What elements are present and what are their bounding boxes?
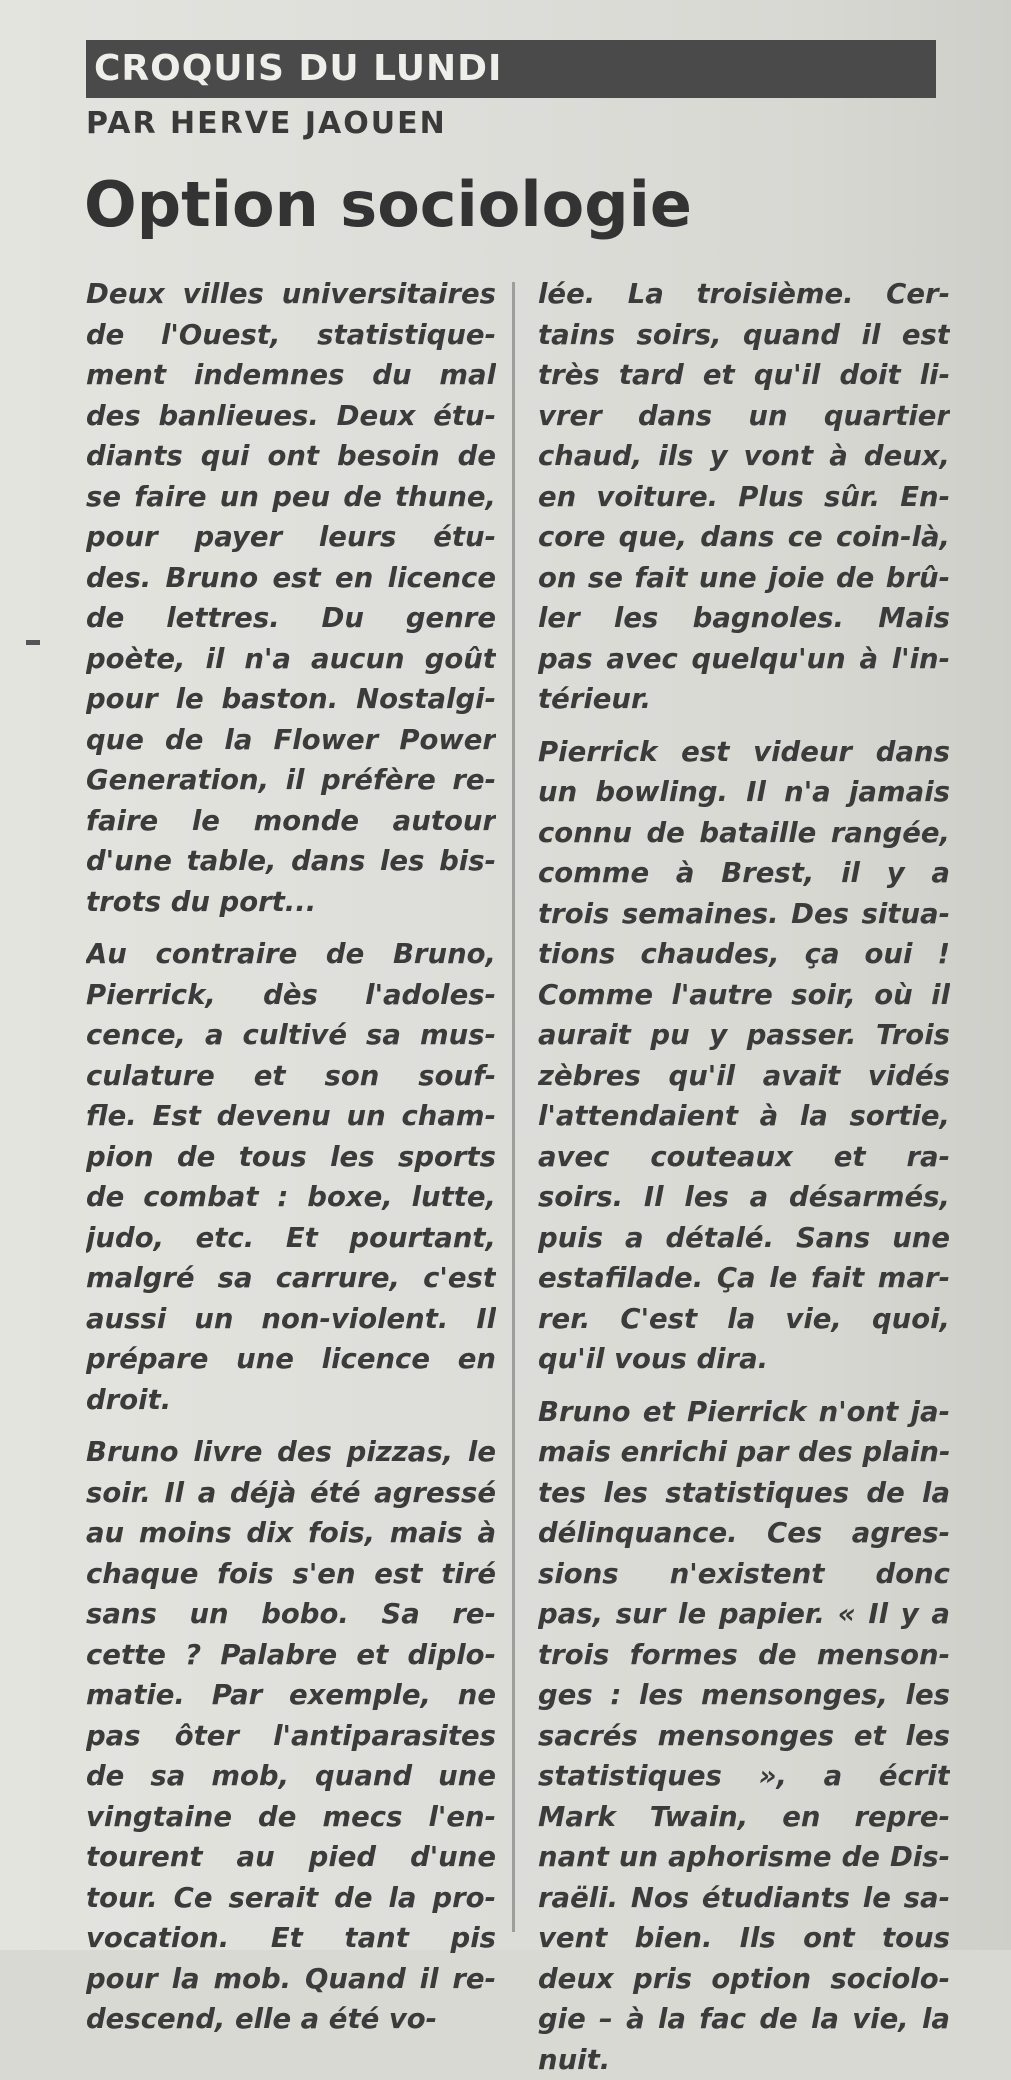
text-line: raëli. Nos étudiants le sa- [538,1878,950,1919]
text-line: térieur. [538,679,950,720]
text-line: de sa mob, quand une [86,1756,496,1797]
text-line: on se fait une joie de brû- [538,558,950,599]
text-line: sions n'existent donc [538,1554,950,1595]
text-line: chaque fois s'en est tiré [86,1554,496,1595]
text-line: pas avec quelqu'un à l'in- [538,639,950,680]
text-line: qu'il vous dira. [538,1339,950,1380]
text-line: au moins dix fois, mais à [86,1513,496,1554]
text-line: connu de bataille rangée, [538,813,950,854]
paragraph [86,274,496,922]
text-line: cette ? Palabre et diplo- [86,1635,496,1676]
text-line: Pierrick est videur dans [538,732,950,773]
text-line: sans un bobo. Sa re- [86,1594,496,1635]
text-line: de combat : boxe, lutte, [86,1177,496,1218]
text-line: comme à Brest, il y a [538,853,950,894]
text-line: droit. [86,1380,496,1421]
text-line: aurait pu y passer. Trois [538,1015,950,1056]
text-line: des. Bruno est en licence [86,558,496,599]
text-line: de l'Ouest, statistique- [86,315,496,356]
text-line: des banlieues. Deux étu- [86,396,496,437]
paragraph [538,1392,950,2080]
paragraph [538,274,950,720]
paragraph [538,732,950,1380]
text-line: pas ôter l'antiparasites [86,1716,496,1757]
text-line: avec couteaux et ra- [538,1137,950,1178]
text-line: statistiques », a écrit [538,1756,950,1797]
text-line: deux pris option sociolo- [538,1959,950,2000]
text-line: soir. Il a déjà été agressé [86,1473,496,1514]
text-line: puis a détalé. Sans une [538,1218,950,1259]
text-line: pour la mob. Quand il re- [86,1959,496,2000]
text-line: prépare une licence en [86,1339,496,1380]
article-column-right [538,274,950,2080]
text-line: sacrés mensonges et les [538,1716,950,1757]
text-line: Mark Twain, en repre- [538,1797,950,1838]
text-line: ment indemnes du mal [86,355,496,396]
author-byline: PAR HERVE JAOUEN [86,106,447,141]
text-line: tions chaudes, ça oui ! [538,934,950,975]
text-line: descend, elle a été vo- [86,1999,496,2040]
text-line: chaud, ils y vont à deux, [538,436,950,477]
text-line: en voiture. Plus sûr. En- [538,477,950,518]
text-line: tes les statistiques de la [538,1473,950,1514]
text-line: diants qui ont besoin de [86,436,496,477]
text-line: fle. Est devenu un cham- [86,1096,496,1137]
text-line: malgré sa carrure, c'est [86,1258,496,1299]
text-line: un bowling. Il n'a jamais [538,772,950,813]
text-line: estafilade. Ça le fait mar- [538,1258,950,1299]
text-line: très tard et qu'il doit li- [538,355,950,396]
text-line: nant un aphorisme de Dis- [538,1837,950,1878]
text-line: vocation. Et tant pis [86,1918,496,1959]
text-line: aussi un non-violent. Il [86,1299,496,1340]
article-headline: Option sociologie [84,168,692,241]
paragraph [86,934,496,1420]
text-line: que de la Flower Power [86,720,496,761]
paragraph [86,1432,496,2040]
text-line: vingtaine de mecs l'en- [86,1797,496,1838]
text-line: nuit. [538,2040,950,2080]
text-line: core que, dans ce coin-là, [538,517,950,558]
margin-dash-mark [26,640,40,645]
text-line: faire le monde autour [86,801,496,842]
article-column-left [86,274,496,2040]
text-line: Comme l'autre soir, où il [538,975,950,1016]
column-separator [512,282,515,1932]
paragraph-gap [86,1420,496,1432]
text-line: poète, il n'a aucun goût [86,639,496,680]
text-line: se faire un peu de thune, [86,477,496,518]
text-line: gie – à la fac de la vie, la [538,1999,950,2040]
text-line: trots du port... [86,882,496,923]
text-line: pour payer leurs étu- [86,517,496,558]
text-line: lée. La troisième. Cer- [538,274,950,315]
paragraph-gap [86,922,496,934]
text-line: d'une table, dans les bis- [86,841,496,882]
paragraph-gap [538,1380,950,1392]
text-line: ges : les mensonges, les [538,1675,950,1716]
text-line: matie. Par exemple, ne [86,1675,496,1716]
text-line: mais enrichi par des plain- [538,1432,950,1473]
text-line: Generation, il préfère re- [86,760,496,801]
text-line: Bruno livre des pizzas, le [86,1432,496,1473]
text-line: Deux villes universitaires [86,274,496,315]
text-line: zèbres qu'il avait vidés [538,1056,950,1097]
text-line: tourent au pied d'une [86,1837,496,1878]
text-line: trois formes de menson- [538,1635,950,1676]
text-line: vent bien. Ils ont tous [538,1918,950,1959]
text-line: judo, etc. Et pourtant, [86,1218,496,1259]
text-line: Pierrick, dès l'adoles- [86,975,496,1016]
text-line: trois semaines. Des situa- [538,894,950,935]
text-line: de lettres. Du genre [86,598,496,639]
text-line: tour. Ce serait de la pro- [86,1878,496,1919]
text-line: pion de tous les sports [86,1137,496,1178]
section-rubric: CROQUIS DU LUNDI [86,40,936,98]
paragraph-gap [538,720,950,732]
text-line: soirs. Il les a désarmés, [538,1177,950,1218]
text-line: cence, a cultivé sa mus- [86,1015,496,1056]
text-line: Bruno et Pierrick n'ont ja- [538,1392,950,1433]
text-line: pas, sur le papier. « Il y a [538,1594,950,1635]
text-line: pour le baston. Nostalgi- [86,679,496,720]
text-line: délinquance. Ces agres- [538,1513,950,1554]
text-line: vrer dans un quartier [538,396,950,437]
text-line: Au contraire de Bruno, [86,934,496,975]
text-line: ler les bagnoles. Mais [538,598,950,639]
text-line: culature et son souf- [86,1056,496,1097]
text-line: l'attendaient à la sortie, [538,1096,950,1137]
text-line: tains soirs, quand il est [538,315,950,356]
text-line: rer. C'est la vie, quoi, [538,1299,950,1340]
